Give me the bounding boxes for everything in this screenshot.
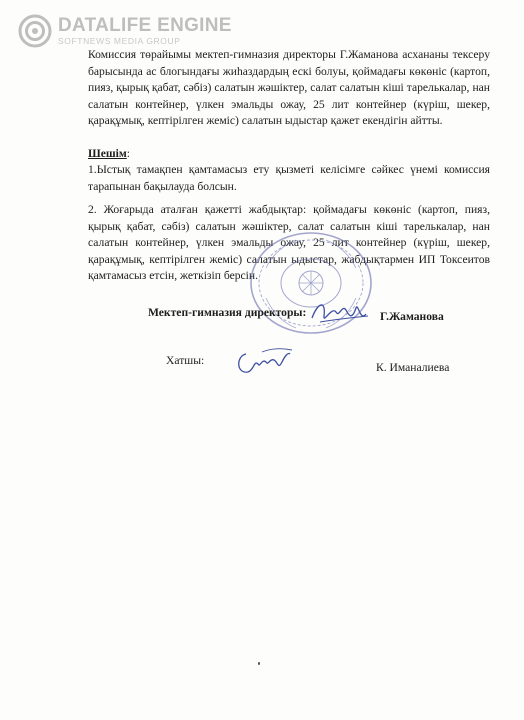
- datalife-logo-icon: [18, 14, 52, 48]
- decision-heading-colon: :: [126, 146, 131, 160]
- director-signature-icon: [308, 296, 372, 330]
- secretary-signature-icon: [232, 344, 296, 380]
- watermark-title: DATALIFE ENGINE: [58, 15, 232, 37]
- watermark-subtitle: SOFTNEWS MEDIA GROUP: [58, 36, 181, 47]
- commission-paragraph: Комиссия төрайымы мектеп-гимназия директоры Г.Жаманова асхананы тексеру барысында ас блогындағы жиһаздардың ескі болуы, қоймадағы көкөніс (картоп, пияз, қырық қабат, сәбіз) салатын жәшіктер, салат салатын кіші тарелькалар, нан салатын контейнер, үлкен эмальды ожау, 25 лит контейнер (күріш, шекер, қарақұмық, кептірілген жеміс) салатын ыдыстар қажет екендігін айтты.: [88, 48, 490, 127]
- decision-heading-line: [88, 146, 490, 163]
- decision-item-1: 1.Ыстық тамақпен қамтамасыз ету қызметі келісімге сәйкес үнемі комиссия тарапынан бақылауда болсын.: [88, 163, 490, 193]
- secretary-name: К. Иманалиева: [376, 361, 450, 374]
- watermark: [18, 14, 232, 48]
- secretary-title: Хатшы:: [166, 354, 205, 367]
- director-title: Мектеп-гимназия директоры:: [148, 306, 307, 319]
- director-name: Г.Жаманова: [380, 310, 444, 323]
- decision-heading: Шешім: [88, 146, 127, 160]
- scan-speck: [258, 662, 260, 665]
- decision-item-2: 2. Жоғарыда аталған қажетті жабдықтар: қоймадағы көкөніс (картоп, пияз, қырық қабат, сәбіз) салатын жәшіктер, салат салатын кіші тарелькалар, нан салатын контейнер, үлкен эмальды ожау, 25 лит контейнер (күріш, шекер, қарақұмық, кептірілген жеміс) салатын ыдыстар, жабдықтармен ИП Токсеитов қамтамасыз етсін, жеткізіп берсін.: [88, 203, 490, 282]
